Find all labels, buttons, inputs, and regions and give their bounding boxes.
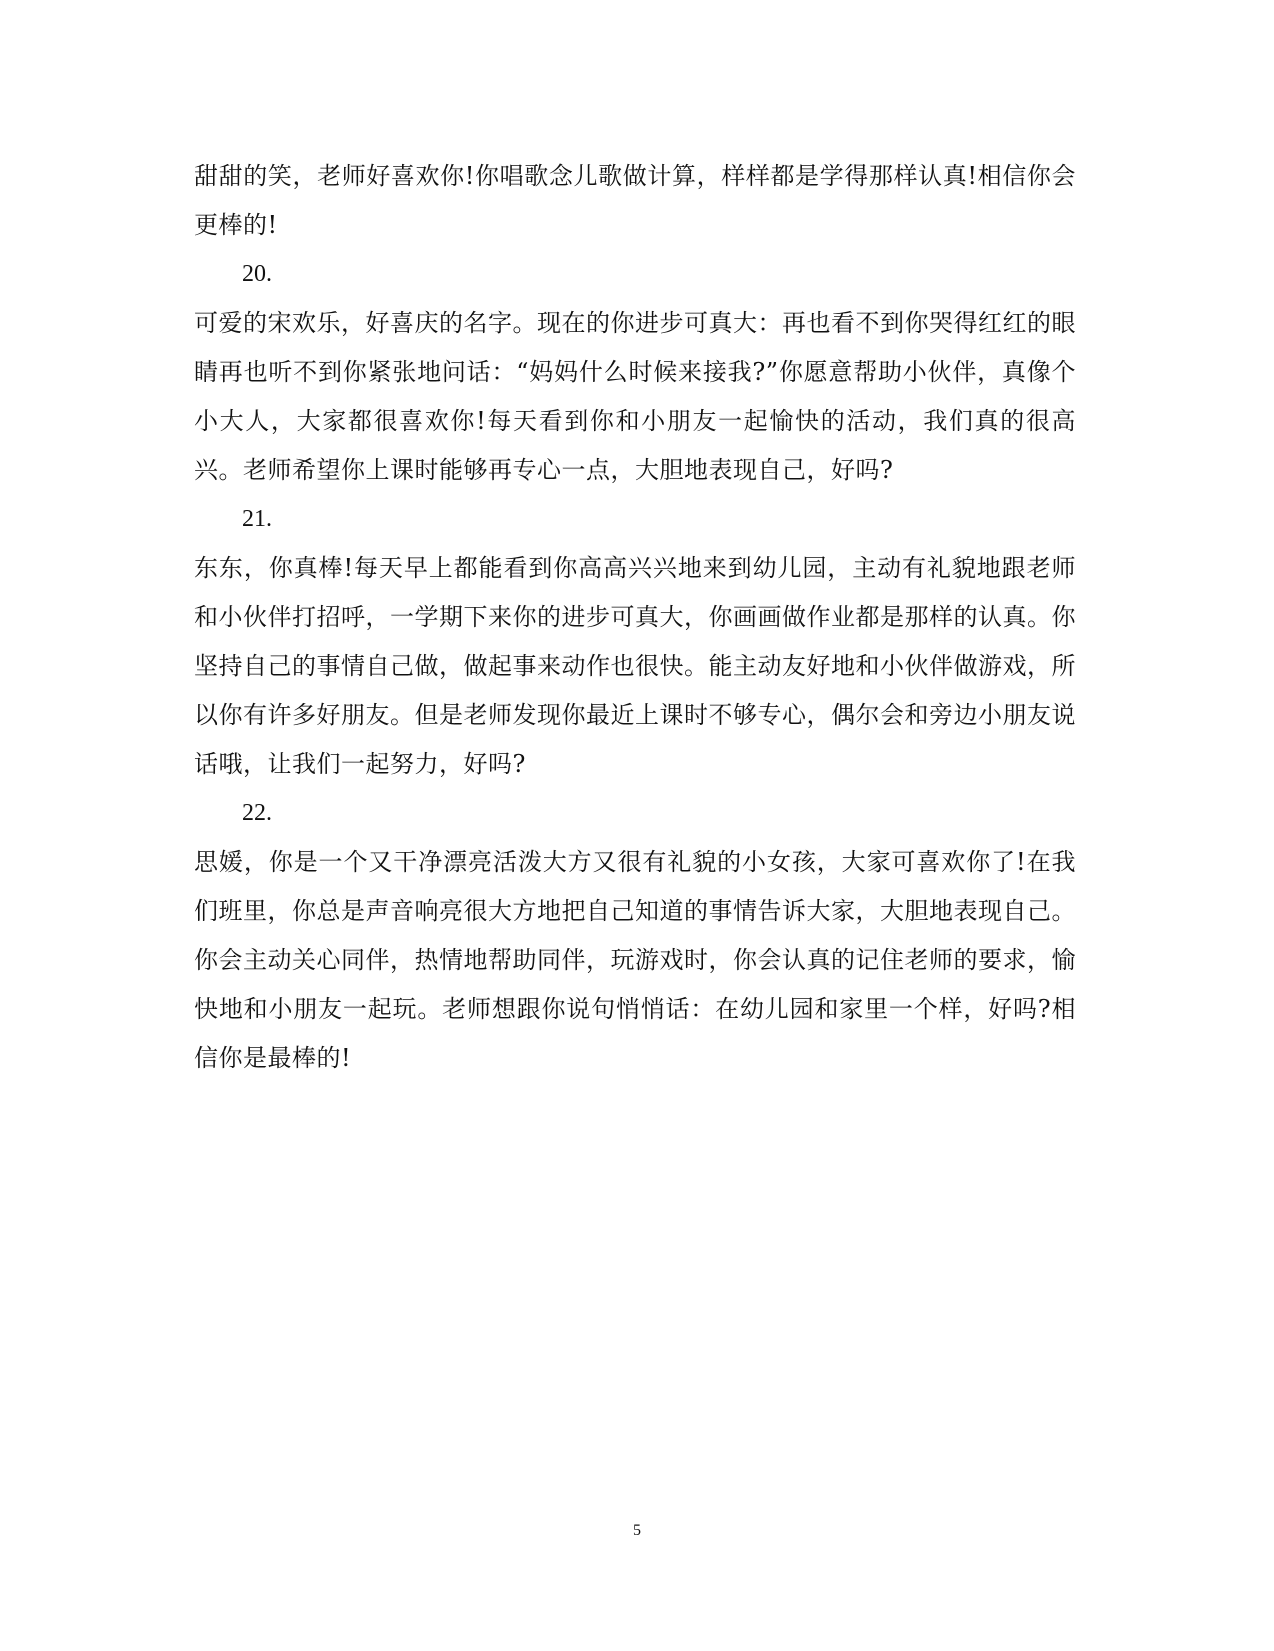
item-number-20: 20. bbox=[242, 261, 272, 287]
paragraph-19-continuation: 甜甜的笑，老师好喜欢你!你唱歌念儿歌做计算，样样都是学得那样认真!相信你会更棒的! bbox=[194, 162, 1076, 239]
document-body bbox=[194, 152, 1076, 1083]
paragraph-20: 可爱的宋欢乐，好喜庆的名字。现在的你进步可真大：再也看不到你哭得红红的眼睛再也听不到你紧张地问话：“妈妈什么时候来接我?”你愿意帮助小伙伴，真像个小大人，大家都很喜欢你!每天看到你和小朋友一起愉快的活动，我们真的很高兴。老师希望你上课时能够再专心一点，大胆地表现自己，好吗? bbox=[194, 309, 1076, 484]
item-number-22: 22. bbox=[242, 800, 272, 826]
page-number: 5 bbox=[633, 1522, 641, 1539]
paragraph-21: 东东，你真棒!每天早上都能看到你高高兴兴地来到幼儿园，主动有礼貌地跟老师和小伙伴打招呼，一学期下来你的进步可真大，你画画做作业都是那样的认真。你坚持自己的事情自己做，做起事来动作也很快。能主动友好地和小伙伴做游戏，所以你有许多好朋友。但是老师发现你最近上课时不够专心，偶尔会和旁边小朋友说话哦，让我们一起努力，好吗? bbox=[194, 554, 1076, 778]
item-number-21: 21. bbox=[242, 506, 272, 532]
paragraph-22: 思媛，你是一个又干净漂亮活泼大方又很有礼貌的小女孩，大家可喜欢你了!在我们班里，你总是声音响亮很大方地把自己知道的事情告诉大家，大胆地表现自己。你会主动关心同伴，热情地帮助同伴，玩游戏时，你会认真的记住老师的要求，愉快地和小朋友一起玩。老师想跟你说句悄悄话：在幼儿园和家里一个样，好吗?相信你是最棒的! bbox=[194, 848, 1076, 1072]
